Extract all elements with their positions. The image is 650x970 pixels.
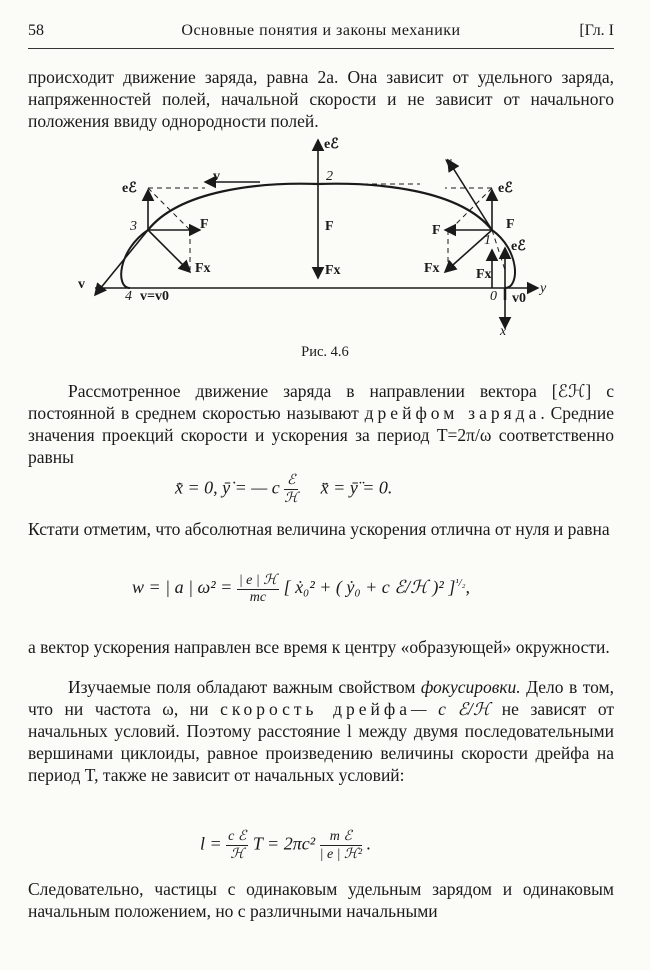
paragraph-5: Изучаемые поля обладают важным свойством фокусировки. Дело в том, что ни частота ω, ни скорость дрейфа— c ℰ/ℋ не зависят от начальных условий. Поэтому расстояние l между двумя последовательными вершинами циклоиды, равное произведению величины скорости дрейфа на период T, также не зависит от начальных условий: bbox=[28, 677, 614, 785]
figure-4-6 bbox=[0, 130, 650, 340]
figure-caption: Рис. 4.6 bbox=[301, 344, 349, 360]
label-v-3: v bbox=[78, 277, 85, 292]
label-point-0: 0 bbox=[490, 289, 497, 304]
label-eE-top: eℰ bbox=[324, 137, 339, 152]
running-title: Основные понятия и законы механики bbox=[181, 22, 461, 39]
term-drift: дрейфом заряда bbox=[364, 403, 541, 423]
label-point-2: 2 bbox=[326, 169, 333, 184]
label-v-eq-v0: v=v0 bbox=[140, 289, 169, 304]
label-x-axis: x bbox=[500, 324, 507, 339]
vector-v-3 bbox=[95, 230, 148, 295]
label-point-3: 3 bbox=[130, 219, 137, 234]
label-eE-1: eℰ bbox=[498, 181, 513, 196]
page-number: 58 bbox=[28, 22, 44, 39]
label-F-3: F bbox=[200, 217, 209, 232]
vector-Fx-3 bbox=[148, 230, 190, 272]
label-F-1: F bbox=[506, 217, 515, 232]
label-Fx-3: Fx bbox=[195, 261, 211, 276]
label-point-4: 4 bbox=[125, 289, 132, 304]
equation-acceleration: w = | a | ω² = $\frac{\text{| e | ℋ}}{mc}$ [ ẋ₀² + ( ẏ₀ + c ℰ/ℋ )² ]$^{^1/_2}$, bbox=[132, 573, 471, 605]
paragraph-2: Рассмотренное движение заряда в направлении вектора [ℰℋ] с постоянной в среднем скоростью называют дрейфом заряда. Средние значения проекций скорости и ускорения за период T=2π/ω соответственно равны bbox=[28, 381, 614, 467]
equation-mean-values: x̄̇ = 0, ȳ̇ = — c $\frac{\text{ℰ}}{\text{ℋ}}$ x̄̈ = ȳ̈ = 0. bbox=[175, 473, 393, 506]
label-Fx-0: Fx bbox=[476, 267, 492, 282]
label-v-top: v bbox=[213, 169, 220, 184]
paragraph-1: происходит движение заряда, равна 2a. Она зависит от удельного заряда, напряженностей полей, начальной скорости и не зависит от начального положения ввиду однородности полей. bbox=[28, 67, 614, 131]
header-rule bbox=[28, 48, 614, 49]
equation-distance: l = $\frac{\text{c ℰ}}{\text{ℋ}}$ T = 2πc² $\frac{\text{m ℰ}}{\text{| e | ℋ²}}$ . bbox=[200, 829, 372, 862]
paragraph-3: Кстати отметим, что абсолютная величина ускорения отлична от нуля и равна bbox=[28, 519, 610, 539]
paragraph-4: а вектор ускорения направлен все время к центру «образующей» окружности. bbox=[28, 637, 610, 657]
label-y-axis: y bbox=[540, 281, 547, 296]
page-header bbox=[28, 22, 614, 44]
label-Fx-top: Fx bbox=[325, 263, 341, 278]
label-eE-3: eℰ bbox=[122, 181, 137, 196]
paragraph-6: Следовательно, частицы с одинаковым удельным зарядом и одинаковым начальным положением, но с различными начальными bbox=[28, 879, 614, 921]
label-v-1: v bbox=[445, 155, 452, 170]
label-Fx-1: Fx bbox=[424, 261, 440, 276]
label-F-1b: F bbox=[432, 223, 441, 238]
inline-drift-expr: — c ℰ/ℋ bbox=[411, 699, 491, 719]
label-F-top: F bbox=[325, 219, 334, 234]
label-eE-0: eℰ bbox=[511, 239, 526, 254]
term-focusing: фокусировки. bbox=[420, 677, 521, 697]
label-v0: v0 bbox=[512, 291, 526, 306]
label-point-1: 1 bbox=[484, 233, 491, 248]
chapter-marker: [Гл. I bbox=[579, 22, 614, 39]
term-drift-speed: скорость дрейфа bbox=[220, 699, 411, 719]
